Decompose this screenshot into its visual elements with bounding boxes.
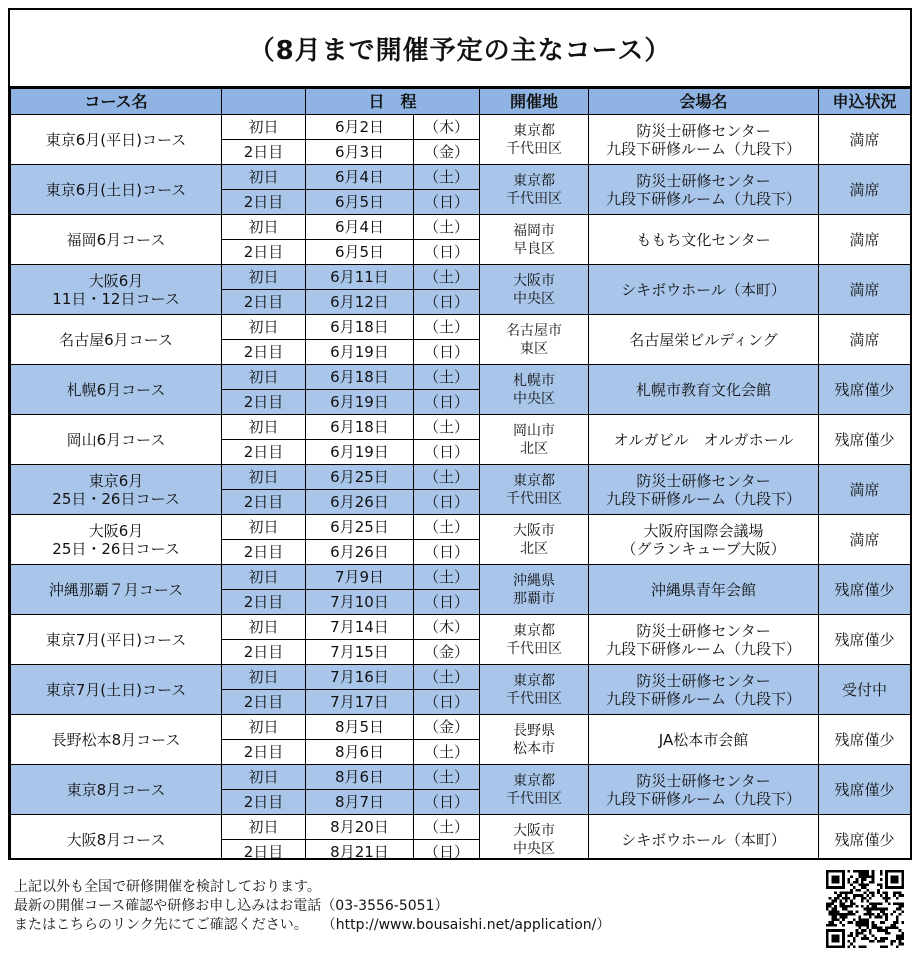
course-name: 沖縄那覇７月コース (11, 565, 222, 615)
day-label: 初日 (222, 115, 306, 140)
weekday-value: （金） (414, 640, 480, 665)
date-value: 6月5日 (306, 190, 414, 215)
course-schedule-table (10, 88, 911, 860)
prefecture: 東京都 千代田区 (480, 615, 589, 665)
weekday-value: （土） (414, 265, 480, 290)
date-value: 8月5日 (306, 715, 414, 740)
day-label: 2日目 (222, 440, 306, 465)
application-status: 受付中 (819, 665, 911, 715)
day-label: 2日目 (222, 540, 306, 565)
day-label: 2日目 (222, 840, 306, 861)
weekday-value: （土） (414, 815, 480, 840)
day-label: 初日 (222, 265, 306, 290)
weekday-value: （土） (414, 665, 480, 690)
date-value: 6月12日 (306, 290, 414, 315)
weekday-value: （日） (414, 440, 480, 465)
table-row (11, 715, 911, 740)
table-row (11, 765, 911, 790)
day-label: 2日目 (222, 190, 306, 215)
table-row (11, 465, 911, 490)
table-row (11, 515, 911, 540)
prefecture: 長野県 松本市 (480, 715, 589, 765)
date-value: 6月4日 (306, 215, 414, 240)
application-status: 満席 (819, 315, 911, 365)
date-value: 6月3日 (306, 140, 414, 165)
weekday-value: （金） (414, 140, 480, 165)
weekday-value: （日） (414, 290, 480, 315)
date-value: 6月4日 (306, 165, 414, 190)
day-label: 2日目 (222, 390, 306, 415)
day-label: 2日目 (222, 340, 306, 365)
application-status: 満席 (819, 165, 911, 215)
table-row (11, 665, 911, 690)
date-value: 7月9日 (306, 565, 414, 590)
header-course: コース名 (11, 89, 222, 115)
table-row (11, 265, 911, 290)
application-status: 満席 (819, 215, 911, 265)
table-row (11, 815, 911, 840)
course-name: 大阪6月 25日・26日コース (11, 515, 222, 565)
date-value: 6月18日 (306, 315, 414, 340)
table-row (11, 415, 911, 440)
day-label: 2日目 (222, 590, 306, 615)
header-prefecture: 開催地 (480, 89, 589, 115)
venue-name: 札幌市教育文化会館 (589, 365, 819, 415)
weekday-value: （金） (414, 715, 480, 740)
weekday-value: （土） (414, 740, 480, 765)
prefecture: 東京都 千代田区 (480, 115, 589, 165)
venue-name: オルガビル オルガホール (589, 415, 819, 465)
footer-note (14, 878, 774, 935)
weekday-value: （日） (414, 840, 480, 861)
course-name: 東京6月 25日・26日コース (11, 465, 222, 515)
weekday-value: （木） (414, 615, 480, 640)
day-label: 2日目 (222, 490, 306, 515)
venue-name: シキボウホール（本町） (589, 815, 819, 861)
weekday-value: （日） (414, 490, 480, 515)
date-value: 6月11日 (306, 265, 414, 290)
venue-name: シキボウホール（本町） (589, 265, 819, 315)
date-value: 8月20日 (306, 815, 414, 840)
day-label: 初日 (222, 465, 306, 490)
course-name: 東京8月コース (11, 765, 222, 815)
prefecture: 東京都 千代田区 (480, 765, 589, 815)
schedule-frame (8, 8, 912, 860)
table-row (11, 115, 911, 140)
day-label: 初日 (222, 815, 306, 840)
weekday-value: （土） (414, 515, 480, 540)
course-name: 東京6月(土日)コース (11, 165, 222, 215)
date-value: 6月26日 (306, 540, 414, 565)
weekday-value: （土） (414, 765, 480, 790)
date-value: 6月2日 (306, 115, 414, 140)
day-label: 初日 (222, 565, 306, 590)
day-label: 初日 (222, 215, 306, 240)
application-status: 満席 (819, 465, 911, 515)
page-title: （8月まで開催予定の主なコース） (10, 10, 910, 88)
date-value: 7月17日 (306, 690, 414, 715)
weekday-value: （日） (414, 790, 480, 815)
prefecture: 東京都 千代田区 (480, 465, 589, 515)
date-value: 8月21日 (306, 840, 414, 861)
table-row (11, 565, 911, 590)
weekday-value: （土） (414, 215, 480, 240)
application-status: 残席僅少 (819, 415, 911, 465)
day-label: 2日目 (222, 290, 306, 315)
weekday-value: （日） (414, 390, 480, 415)
date-value: 6月19日 (306, 390, 414, 415)
date-value: 6月25日 (306, 515, 414, 540)
header-venue: 会場名 (589, 89, 819, 115)
course-name: 東京6月(平日)コース (11, 115, 222, 165)
course-name: 岡山6月コース (11, 415, 222, 465)
day-label: 2日目 (222, 640, 306, 665)
venue-name: JA松本市会館 (589, 715, 819, 765)
date-value: 7月16日 (306, 665, 414, 690)
venue-name: 防災士研修センター 九段下研修ルーム（九段下） (589, 615, 819, 665)
day-label: 初日 (222, 315, 306, 340)
weekday-value: （日） (414, 240, 480, 265)
date-value: 6月26日 (306, 490, 414, 515)
table-row (11, 615, 911, 640)
course-name: 大阪8月コース (11, 815, 222, 861)
application-status: 残席僅少 (819, 715, 911, 765)
course-name: 東京7月(平日)コース (11, 615, 222, 665)
date-value: 8月6日 (306, 740, 414, 765)
day-label: 2日目 (222, 790, 306, 815)
application-status: 満席 (819, 115, 911, 165)
prefecture: 岡山市 北区 (480, 415, 589, 465)
prefecture: 札幌市 中央区 (480, 365, 589, 415)
weekday-value: （日） (414, 690, 480, 715)
weekday-value: （土） (414, 565, 480, 590)
weekday-value: （日） (414, 190, 480, 215)
prefecture: 名古屋市 東区 (480, 315, 589, 365)
prefecture: 沖縄県 那覇市 (480, 565, 589, 615)
course-name: 名古屋6月コース (11, 315, 222, 365)
date-value: 7月15日 (306, 640, 414, 665)
application-status: 満席 (819, 515, 911, 565)
venue-name: 沖縄県青年会館 (589, 565, 819, 615)
table-header-row (11, 89, 911, 115)
application-status: 残席僅少 (819, 565, 911, 615)
application-status: 満席 (819, 265, 911, 315)
footer-line-2: 最新の開催コース確認や研修お申し込みはお電話（03-3556-5051） (14, 898, 449, 914)
day-label: 初日 (222, 715, 306, 740)
prefecture: 東京都 千代田区 (480, 665, 589, 715)
weekday-value: （日） (414, 540, 480, 565)
date-value: 8月7日 (306, 790, 414, 815)
header-status: 申込状況 (819, 89, 911, 115)
date-value: 8月6日 (306, 765, 414, 790)
date-value: 7月14日 (306, 615, 414, 640)
qr-code-icon[interactable] (826, 870, 904, 948)
application-status: 残席僅少 (819, 615, 911, 665)
date-value: 6月19日 (306, 340, 414, 365)
table-row (11, 165, 911, 190)
day-label: 初日 (222, 515, 306, 540)
venue-name: ももち文化センター (589, 215, 819, 265)
weekday-value: （土） (414, 165, 480, 190)
day-label: 初日 (222, 165, 306, 190)
weekday-value: （土） (414, 465, 480, 490)
prefecture: 大阪市 中央区 (480, 815, 589, 861)
venue-name: 防災士研修センター 九段下研修ルーム（九段下） (589, 165, 819, 215)
table-body (11, 115, 911, 861)
course-name: 東京7月(土日)コース (11, 665, 222, 715)
venue-name: 防災士研修センター 九段下研修ルーム（九段下） (589, 465, 819, 515)
application-status: 残席僅少 (819, 365, 911, 415)
day-label: 初日 (222, 615, 306, 640)
day-label: 初日 (222, 665, 306, 690)
weekday-value: （土） (414, 365, 480, 390)
venue-name: 防災士研修センター 九段下研修ルーム（九段下） (589, 115, 819, 165)
table-row (11, 365, 911, 390)
venue-name: 名古屋栄ビルディング (589, 315, 819, 365)
day-label: 初日 (222, 415, 306, 440)
day-label: 2日目 (222, 690, 306, 715)
application-status: 残席僅少 (819, 765, 911, 815)
course-name: 長野松本8月コース (11, 715, 222, 765)
header-schedule: 日 程 (306, 89, 480, 115)
date-value: 6月18日 (306, 365, 414, 390)
weekday-value: （日） (414, 340, 480, 365)
prefecture: 東京都 千代田区 (480, 165, 589, 215)
course-name: 大阪6月 11日・12日コース (11, 265, 222, 315)
date-value: 6月18日 (306, 415, 414, 440)
prefecture: 大阪市 北区 (480, 515, 589, 565)
weekday-value: （日） (414, 590, 480, 615)
weekday-value: （木） (414, 115, 480, 140)
weekday-value: （土） (414, 315, 480, 340)
date-value: 6月19日 (306, 440, 414, 465)
weekday-value: （土） (414, 415, 480, 440)
day-label: 初日 (222, 765, 306, 790)
date-value: 6月5日 (306, 240, 414, 265)
footer-line-1: 上記以外も全国で研修開催を検討しております。 (14, 879, 321, 895)
venue-name: 防災士研修センター 九段下研修ルーム（九段下） (589, 765, 819, 815)
prefecture: 大阪市 中央区 (480, 265, 589, 315)
date-value: 7月10日 (306, 590, 414, 615)
venue-name: 大阪府国際会議場 （グランキューブ大阪） (589, 515, 819, 565)
course-name: 福岡6月コース (11, 215, 222, 265)
date-value: 6月25日 (306, 465, 414, 490)
course-name: 札幌6月コース (11, 365, 222, 415)
day-label: 2日目 (222, 740, 306, 765)
venue-name: 防災士研修センター 九段下研修ルーム（九段下） (589, 665, 819, 715)
header-day-blank (222, 89, 306, 115)
day-label: 2日目 (222, 240, 306, 265)
application-status: 残席僅少 (819, 815, 911, 861)
prefecture: 福岡市 早良区 (480, 215, 589, 265)
footer-line-3: またはこちらのリンク先にてご確認ください。 （http://www.bousaishi.net/application/） (14, 917, 611, 933)
table-row (11, 315, 911, 340)
table-row (11, 215, 911, 240)
day-label: 初日 (222, 365, 306, 390)
day-label: 2日目 (222, 140, 306, 165)
